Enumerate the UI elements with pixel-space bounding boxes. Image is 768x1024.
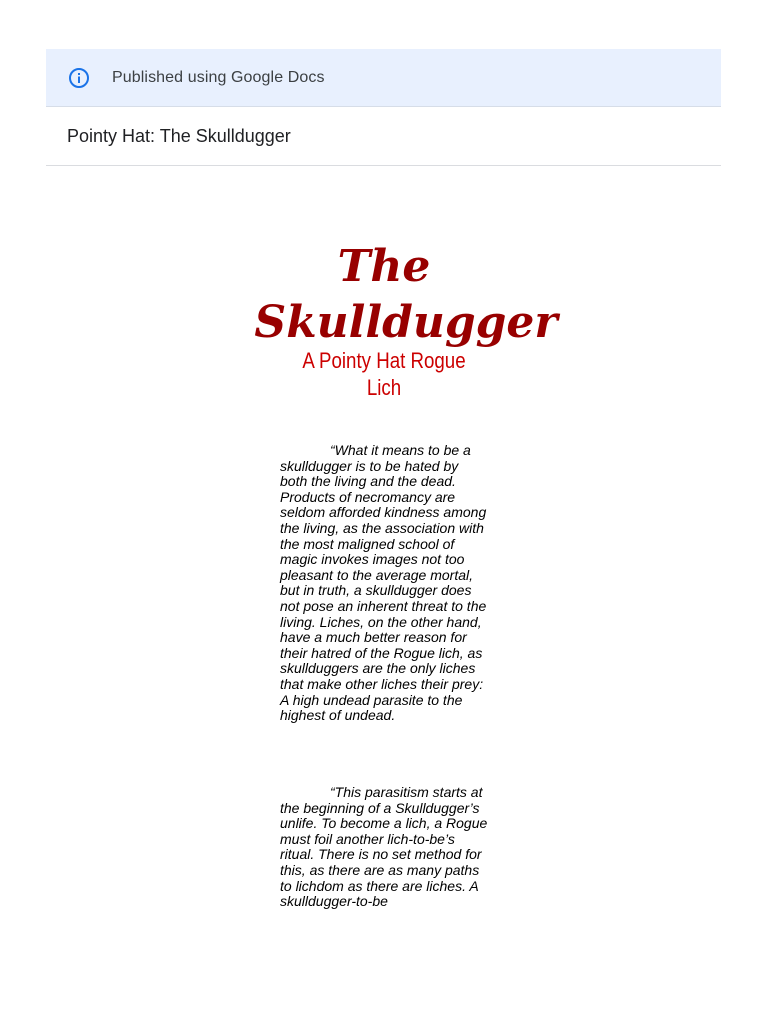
subtitle-line-2: Lich	[366, 375, 402, 400]
paragraph-text: “What it means to be a skulldugger is to be hated by both the living and the dead. Products of necromancy are seldom afforded kindness among the living, as the association with the most maligned school of magic invokes images not too pleasant to the average mortal, but in truth, a skulldugger does not pose an inherent threat to the living. Liches, on the other hand, have a much better reason for their hatred of the Rogue lich, as skulldugger​s are the only liches that make other liches their prey: A high undead parasite to the highest of undead.	[280, 442, 487, 724]
document-title-bar	[46, 108, 721, 166]
document-title: Pointy Hat: The Skulldugger	[67, 126, 291, 146]
paragraph	[280, 443, 488, 724]
subtitle-line-1: A Pointy Hat Rogue	[302, 348, 466, 373]
published-banner	[46, 49, 721, 107]
paragraph	[280, 785, 488, 910]
heading-title-line-2: Skulldugger	[254, 297, 558, 348]
banner-text: Published using Google Docs	[112, 68, 325, 86]
document-body	[0, 167, 768, 1024]
info-icon[interactable]	[68, 67, 90, 89]
paragraph-text: “This parasitism starts at the beginning of a Skulldugger’s unlife. To become a lich, a Rogue must foil another lich-to-be’s ritual. There is no set method for this, as there are as many paths to lichdom as there are liches. A skulldugger-to-be	[280, 784, 488, 910]
heading-title-line-1: The	[337, 241, 431, 292]
